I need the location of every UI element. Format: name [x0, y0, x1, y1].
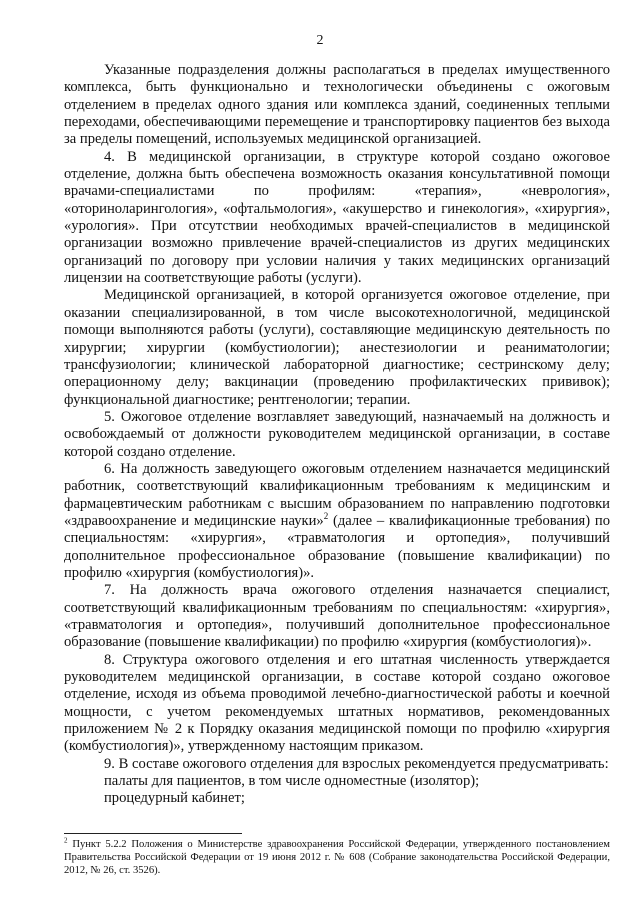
paragraph-9-adult-department: 9. В составе ожогового отделения для взрослых рекомендуется предусматривать: [104, 755, 609, 772]
footnote-marker: 2 [64, 836, 68, 845]
paragraph-licensed-works: Медицинской организацией, в которой организуется ожоговое отделение, при оказании специализированной, в том числе высокотехнологичной, медицинской помощи выполняются работы (услуги), составляющие медицинскую деятельность по хирургии; хирургии (комбустиологии); анестезиологии и реаниматологии; трансфузиологии; клинической лабораторной диагностике; сестринскому делу; операционному делу; вакцинации (проведению профилактических прививок); функциональной диагностике; рентгенологии; терапии. [64, 287, 610, 408]
paragraph-6-head-qualification [64, 461, 610, 582]
list-item-procedure-room: процедурный кабинет; [104, 790, 245, 807]
paragraph-6-text-start: 6. На должность заведующего ожоговым отделением назначается медицинский работник, соответствующий квалификационным требованиям к медицинским и фармацевтическим работникам с высшим образованием по направлению подготовки «здравоохранение и медицинские науки» [64, 460, 610, 529]
list-item-patient-wards: палаты для пациентов, в том числе одноместные (изолятор); [104, 773, 480, 790]
page-number: 2 [316, 33, 324, 48]
paragraph-6-text-end: (далее – квалификационные требования) по специальностям: «хирургия», «травматология и ортопедия», получивший дополнительное профессиональное образование (повышение квалификации) по профилю «хирургия (комбустиология)». [64, 512, 610, 581]
footnote-text: Пункт 5.2.2 Положения о Министерстве здравоохранения Российской Федерации, утвержденного постановлением Правительства Российской Федерации от 19 июня 2012 г. № 608 (Собрание законодательства Российской Федерации, 2012, № 26, ст. 3526). [64, 839, 610, 877]
footnote-divider [64, 833, 242, 834]
footnote-reference: 2 [323, 511, 329, 522]
paragraph-subdivisions-location: Указанные подразделения должны располагаться в пределах имущественного комплекса, быть функционально и технологически объединены с ожоговым отделением в пределах одного здания или комплекса зданий, соединенных теплыми переходами, обеспечивающими перемещение и транспортировку пациентов без выхода за пределы помещений, используемых медицинской организацией. [64, 62, 610, 148]
document-body [64, 62, 610, 808]
footnote [64, 838, 610, 878]
paragraph-8-structure-staffing: 8. Структура ожогового отделения и его штатная численность утверждается руководителем медицинской организации, в составе которой создано ожоговое отделение, исходя из объема проводимой лечебно-диагностической работы и коечной мощности, с учетом рекомендуемых штатных нормативов, рекомендованных приложением № 2 к Порядку оказания медицинской помощи по профилю «хирургия (комбустиология)», утвержденному настоящим приказом. [64, 651, 610, 755]
paragraph-5-head-of-department: 5. Ожоговое отделение возглавляет заведующий, назначаемый на должность и освобождаемый от должности руководителем медицинской организации, в составе которой создано отделение. [64, 408, 610, 460]
paragraph-7-doctor-qualification: 7. На должность врача ожогового отделения назначается специалист, соответствующий квалификационным требованиям по специальностям: «хирургия», «травматология и ортопедия», получивший дополнительное профессиональное образование (повышение квалификации) по профилю «хирургия (комбустиология)». [64, 582, 610, 651]
paragraph-4-consultations: 4. В медицинской организации, в структуре которой создано ожоговое отделение, должна быть обеспечена возможность оказания консультативной помощи врачами-специалистами по профилям: «терапия», «неврология», «оториноларингология», «офтальмология», «акушерство и гинекология», «хирургия», «урология». При отсутствии необходимых врачей-специалистов в медицинской организации возможно привлечение врачей-специалистов из других медицинских организаций по договору при условии наличия у таких медицинских организаций лицензии на соответствующие работы (услуги). [64, 148, 610, 287]
